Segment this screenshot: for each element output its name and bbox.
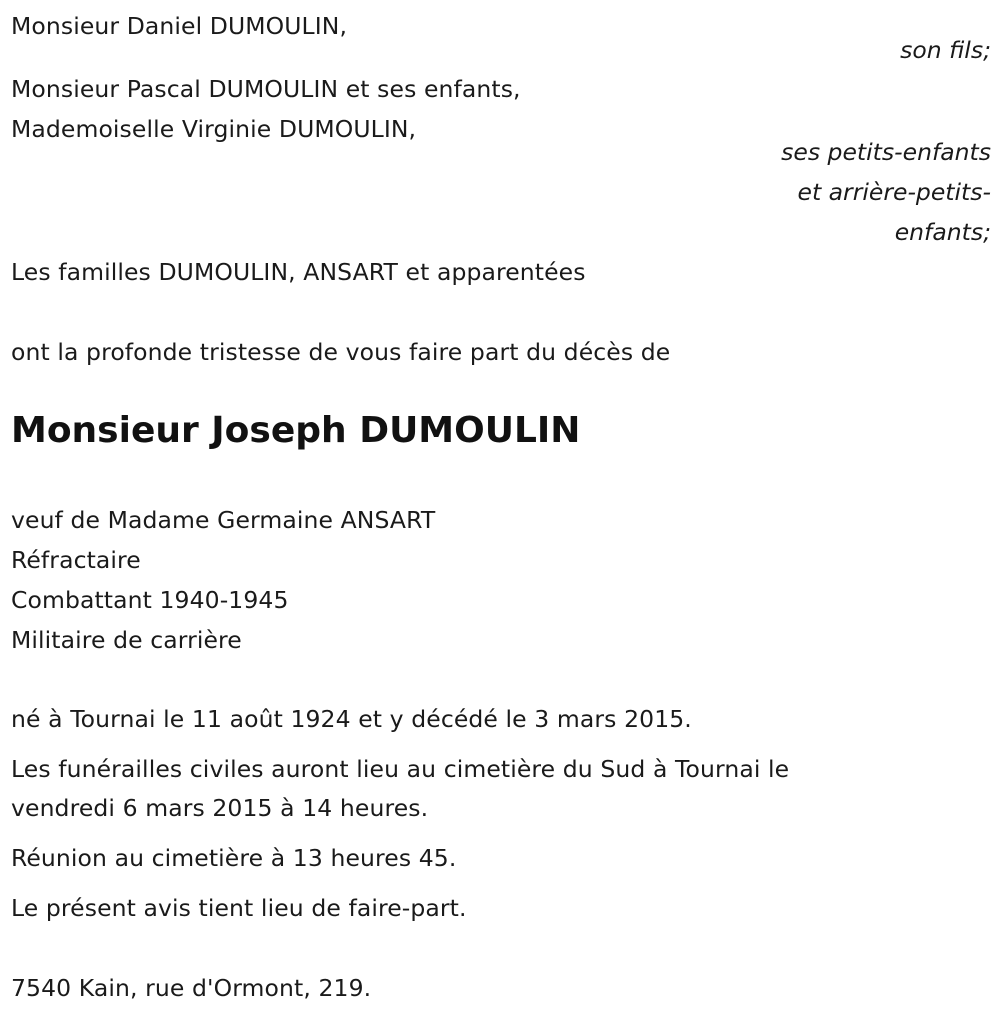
title-refractaire: Réfractaire	[11, 546, 141, 574]
address-line: 7540 Kain, rue d'Ormont, 219.	[11, 974, 372, 1002]
notice-line: Le présent avis tient lieu de faire-part.	[11, 894, 467, 922]
birth-death-line: né à Tournai le 11 août 1924 et y décédé le 3 mars 2015.	[11, 705, 692, 733]
announcement-intro: ont la profonde tristesse de vous faire part du décès de	[11, 338, 671, 366]
grandchildren-role-line2: et arrière-petits-	[797, 178, 991, 206]
title-combattant: Combattant 1940-1945	[11, 586, 289, 614]
son-name: Monsieur Daniel DUMOULIN,	[11, 12, 348, 40]
deceased-name: Monsieur Joseph DUMOULIN	[11, 410, 581, 451]
grandchildren-role-line1: ses petits-enfants	[781, 138, 991, 166]
title-militaire: Militaire de carrière	[11, 626, 242, 654]
families-line: Les familles DUMOULIN, ANSART et apparentées	[11, 258, 586, 286]
grandchildren-role-line3: enfants;	[894, 218, 991, 246]
ceremony-line2: vendredi 6 mars 2015 à 14 heures.	[11, 794, 429, 822]
ceremony-line1: Les funérailles civiles auront lieu au cimetière du Sud à Tournai le	[11, 755, 790, 783]
meeting-line: Réunion au cimetière à 13 heures 45.	[11, 844, 457, 872]
grandchild-2: Mademoiselle Virginie DUMOULIN,	[11, 115, 417, 143]
widower-line: veuf de Madame Germaine ANSART	[11, 506, 436, 534]
son-role: son fils;	[900, 36, 991, 64]
grandchild-1: Monsieur Pascal DUMOULIN et ses enfants,	[11, 75, 521, 103]
